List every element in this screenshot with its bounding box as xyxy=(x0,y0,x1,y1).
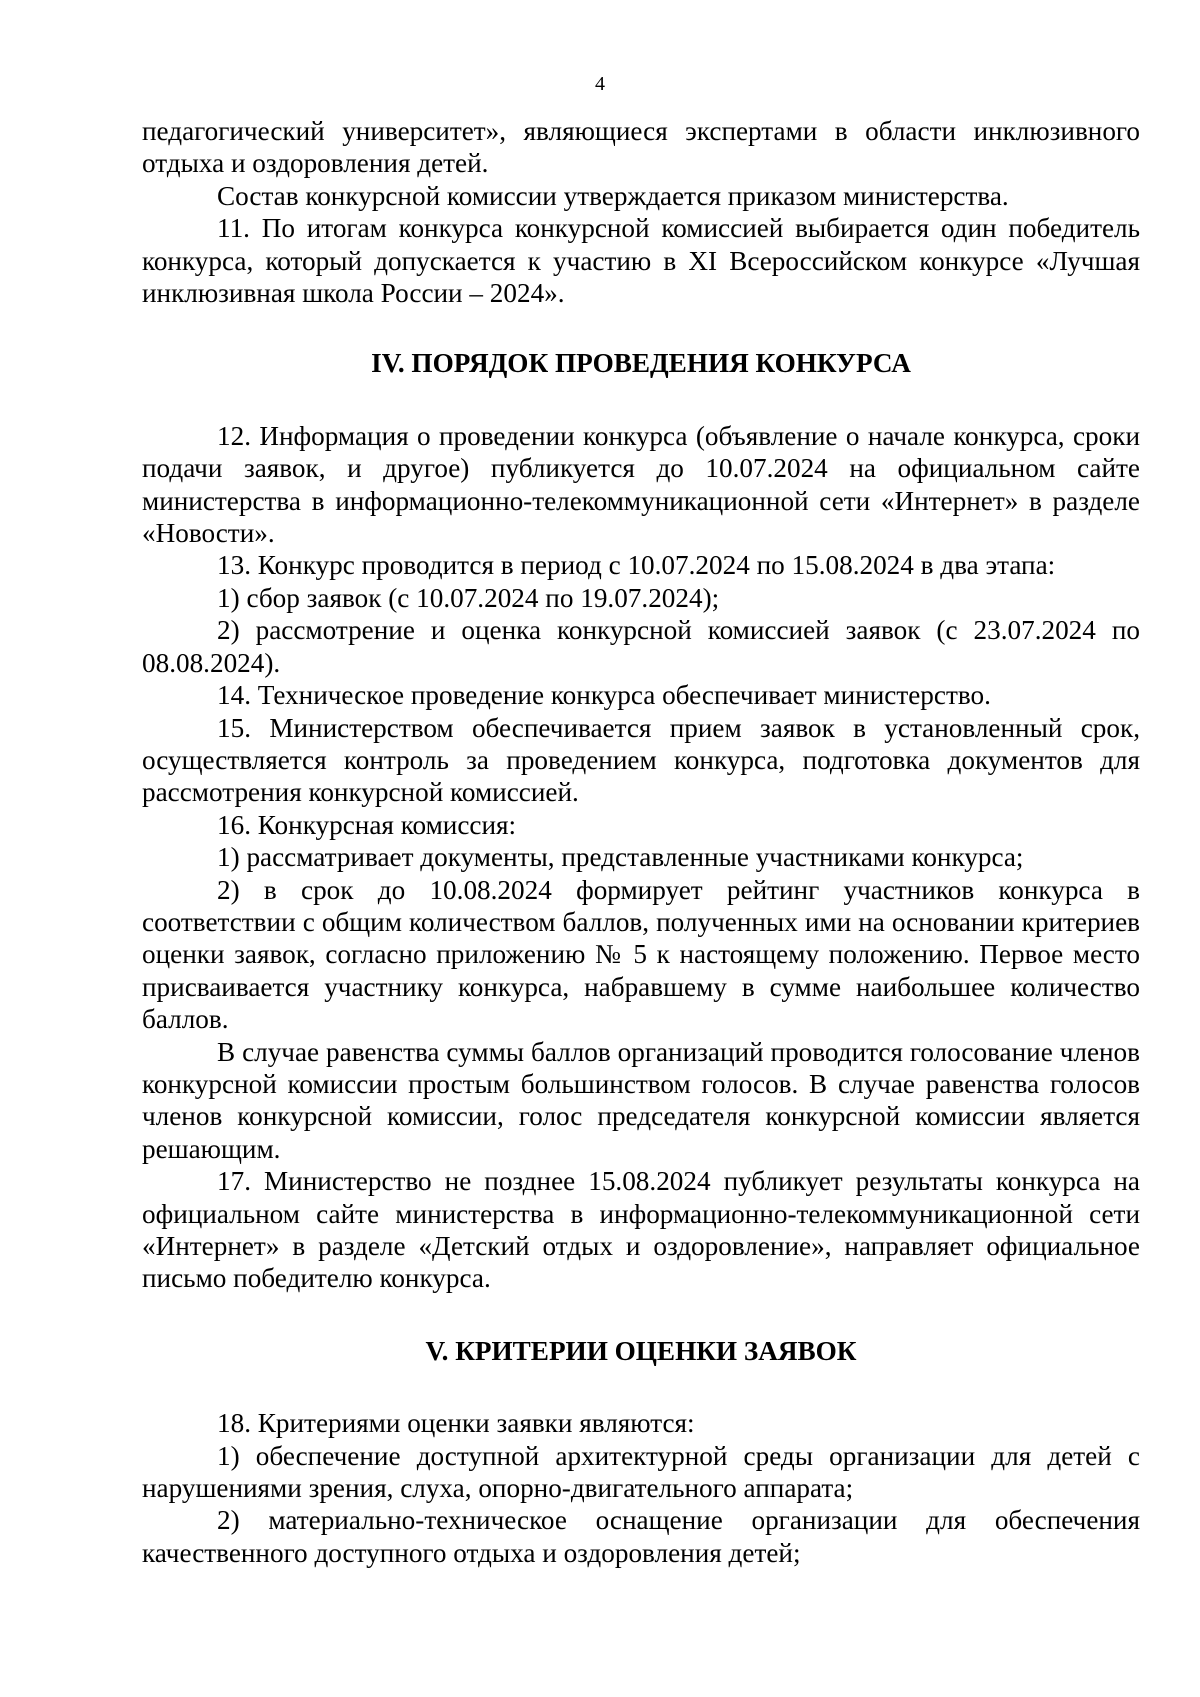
paragraph-13-item-1: 1) сбор заявок (с 10.07.2024 по 19.07.2024); xyxy=(217,582,720,613)
paragraph-16: 16. Конкурсная комиссия: xyxy=(217,809,517,840)
paragraph-commission-composition: Состав конкурсной комиссии утверждается приказом министерства. xyxy=(217,180,1009,211)
paragraph-13: 13. Конкурс проводится в период с 10.07.2024 по 15.08.2024 в два этапа: xyxy=(217,550,1056,581)
paragraph-18: 18. Критериями оценки заявки являются: xyxy=(217,1408,695,1439)
paragraph-17: 17. Министерство не позднее 15.08.2024 публикует результаты конкурса на официальном сайте министерства в информационно-телекоммуникационной сети «Интернет» в разделе «Детский отдых и оздоровление», направляет официальное письмо победителю конкурса. xyxy=(142,1166,1140,1294)
paragraph-16-item-1: 1) рассматривает документы, представленные участниками конкурса; xyxy=(217,842,1024,873)
paragraph-11: 11. По итогам конкурса конкурсной комиссией выбирается один победитель конкурса, который допускается к участию в XI Всероссийском конкурсе «Лучшая инклюзивная школа России – 2024». xyxy=(142,213,1140,309)
paragraph-16-item-2: 2) в срок до 10.08.2024 формирует рейтинг участников конкурса в соответствии с общим количеством баллов, полученных ими на основании критериев оценки заявок, согласно приложению № 5 к настоящему положению. Первое место присваивается участнику конкурса, набравшему в сумме наибольшее количество баллов. xyxy=(142,874,1140,1035)
section-v-heading: V. КРИТЕРИИ ОЦЕНКИ ЗАЯВОК xyxy=(425,1335,857,1366)
paragraph-tie-rule: В случае равенства суммы баллов организаций проводится голосование членов конкурсной комиссии простым большинством голосов. В случае равенства голосов членов конкурсной комиссии, голос председателя конкурсной комиссии является решающим. xyxy=(142,1036,1140,1164)
paragraph-12: 12. Информация о проведении конкурса (объявление о начале конкурса, сроки подачи заявок, и другое) публикуется до 10.07.2024 на официальном сайте министерства в информационно-телекоммуникационной сети «Интернет» в разделе «Новости». xyxy=(142,420,1140,549)
paragraph-14: 14. Техническое проведение конкурса обеспечивает министерство. xyxy=(217,680,991,711)
document-body xyxy=(142,115,1140,1569)
paragraph-15: 15. Министерством обеспечивается прием заявок в установленный срок, осуществляется контроль за проведением конкурса, подготовка документов для рассмотрения конкурсной комиссией. xyxy=(142,712,1140,808)
paragraph-18-item-1: 1) обеспечение доступной архитектурной среды организации для детей с нарушениями зрения, слуха, опорно-двигательного аппарата; xyxy=(142,1440,1140,1504)
paragraph-18-item-2: 2) материально-техническое оснащение организации для обеспечения качественного доступного отдыха и оздоровления детей; xyxy=(142,1505,1140,1568)
paragraph-13-item-2: 2) рассмотрение и оценка конкурсной комиссией заявок (с 23.07.2024 по 08.08.2024). xyxy=(142,615,1140,678)
paragraph-continuation: педагогический университет», являющиеся экспертами в области инклюзивного отдыха и оздоровления детей. xyxy=(142,116,1140,179)
page-number: 4 xyxy=(595,73,605,95)
section-iv-heading: IV. ПОРЯДОК ПРОВЕДЕНИЯ КОНКУРСА xyxy=(371,348,911,379)
